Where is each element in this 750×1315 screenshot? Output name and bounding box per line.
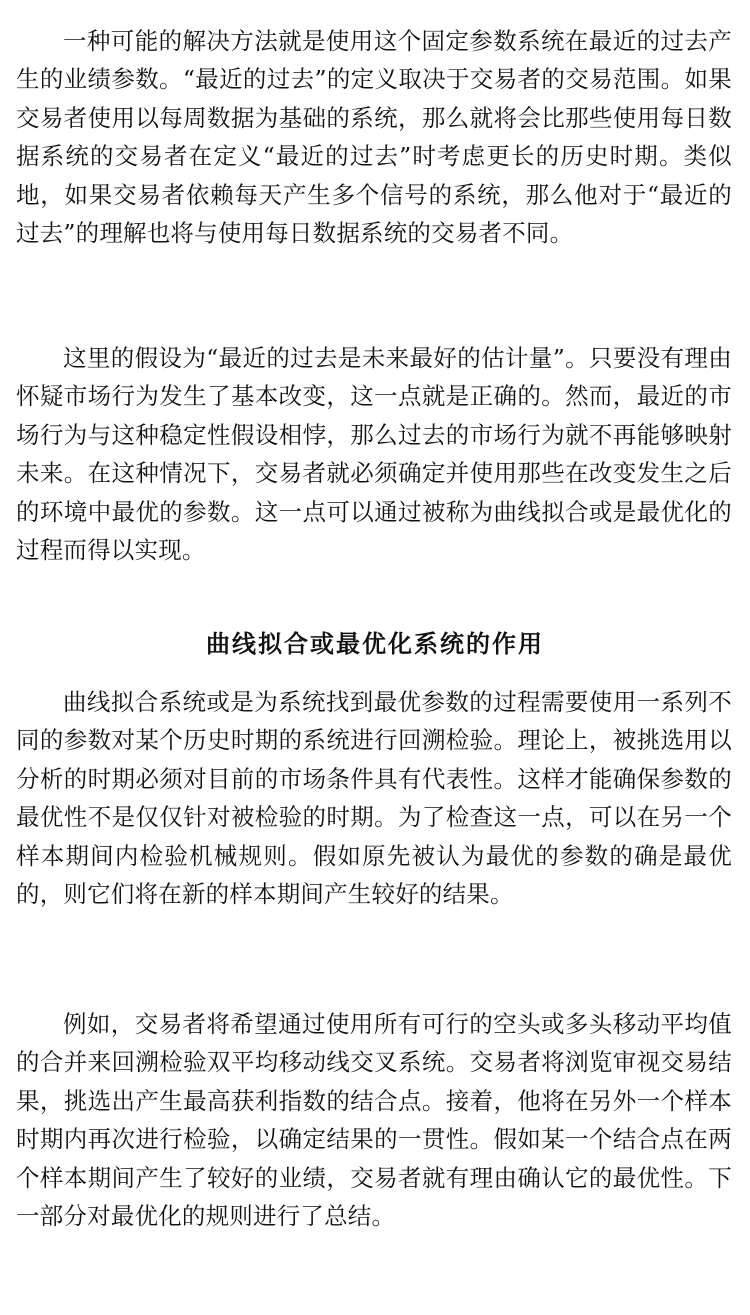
section-heading: 曲线拟合或最优化系统的作用: [206, 630, 544, 658]
body-paragraph: 这里的假设为“最近的过去是未来最好的估计量”。只要没有理由怀疑市场行为发生了基本改变，这一点就是正确的。然而，最近的市场行为与这种稳定性假设相悖，那么过去的市场行为就不再能够映射未来。在这种情况下，交易者就必须确定并使用那些在改变发生之后的环境中最优的参数。这一点可以通过被称为曲线拟合或是最优化的过程而得以实现。: [16, 344, 732, 565]
body-paragraph: 一种可能的解决方法就是使用这个固定参数系统在最近的过去产生的业绩参数。“最近的过去”的定义取决于交易者的交易范围。如果交易者使用以每周数据为基础的系统，那么就将会比那些使用每日数据系统的交易者在定义“最近的过去”时考虑更长的历史时期。类似地，如果交易者依赖每天产生多个信号的系统，那么他对于“最近的过去”的理解也将与使用每日数据系统的交易者不同。: [16, 27, 732, 248]
section-paragraph: 例如，交易者将希望通过使用所有可行的空头或多头移动平均值的合并来回溯检验双平均移动线交叉系统。交易者将浏览审视交易结果，挑选出产生最高获利指数的结合点。接着，他将在另外一个样本时期内再次进行检验，以确定结果的一贯性。假如某一个结合点在两个样本期间产生了较好的业绩，交易者就有理由确认它的最优性。下一部分对最优化的规则进行了总结。: [16, 1010, 732, 1231]
section-paragraph: 曲线拟合系统或是为系统找到最优参数的过程需要使用一系列不同的参数对某个历史时期的系统进行回溯检验。理论上，被挑选用以分析的时期必须对目前的市场条件具有代表性。这样才能确保参数的最优性不是仅仅针对被检验的时期。为了检查这一点，可以在另一个样本期间内检验机械规则。假如原先被认为最优的参数的确是最优的，则它们将在新的样本期间产生较好的结果。: [16, 688, 732, 909]
